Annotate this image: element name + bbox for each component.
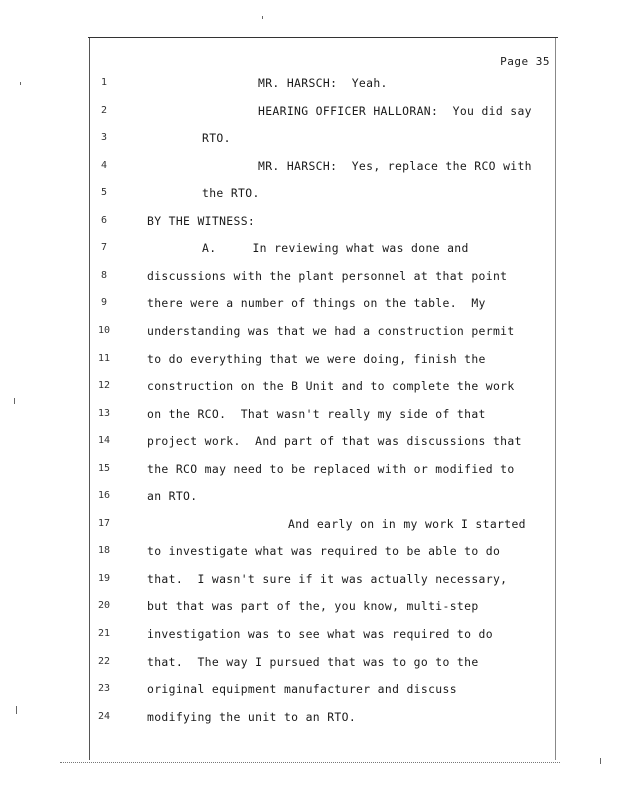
- line-number: 13: [97, 408, 111, 419]
- line-number: 3: [100, 132, 108, 143]
- transcript-line: to investigate what was required to be able to do: [147, 544, 501, 558]
- scan-speck: [14, 398, 15, 404]
- line-number: 24: [97, 711, 111, 722]
- scan-speck: [600, 758, 601, 764]
- left-margin-rule: [89, 38, 90, 760]
- line-number: 12: [97, 380, 111, 391]
- line-number: 16: [97, 490, 111, 501]
- transcript-line: project work. And part of that was discussions that: [147, 434, 522, 448]
- line-number: 23: [97, 683, 111, 694]
- transcript-line: RTO.: [202, 131, 231, 145]
- transcript-line: discussions with the plant personnel at that point: [147, 269, 508, 283]
- line-number: 2: [100, 105, 108, 116]
- scan-speck: [20, 82, 21, 85]
- transcript-line: construction on the B Unit and to complete the work: [147, 379, 515, 393]
- transcript-line: BY THE WITNESS:: [147, 214, 256, 228]
- transcript-line: to do everything that we were doing, finish the: [147, 352, 486, 366]
- transcript-line: investigation was to see what was required to do: [147, 627, 493, 641]
- transcript-line: A. In reviewing what was done and: [202, 241, 469, 255]
- line-number: 4: [100, 160, 108, 171]
- bottom-rule: [60, 762, 560, 763]
- transcript-line: MR. HARSCH: Yeah.: [258, 76, 388, 90]
- line-number: 21: [97, 628, 111, 639]
- transcript-line: And early on in my work I started: [288, 517, 526, 531]
- transcript-line: on the RCO. That wasn't really my side of that: [147, 407, 486, 421]
- transcript-line: there were a number of things on the table. My: [147, 296, 486, 310]
- transcript-line: the RTO.: [202, 186, 260, 200]
- transcript-line: MR. HARSCH: Yes, replace the RCO with: [258, 159, 532, 173]
- line-number: 14: [97, 435, 111, 446]
- line-number: 9: [100, 297, 108, 308]
- transcript-line: that. I wasn't sure if it was actually necessary,: [147, 572, 508, 586]
- line-number: 7: [100, 242, 108, 253]
- line-number: 20: [97, 600, 111, 611]
- right-margin-rule: [555, 38, 556, 760]
- line-number: 19: [97, 573, 111, 584]
- line-number: 22: [97, 656, 111, 667]
- transcript-line: that. The way I pursued that was to go to the: [147, 655, 479, 669]
- line-number: 8: [100, 270, 108, 281]
- transcript-line: HEARING OFFICER HALLORAN: You did say: [258, 104, 532, 118]
- line-number: 18: [97, 545, 111, 556]
- transcript-line: understanding was that we had a construction permit: [147, 324, 515, 338]
- top-rule: [88, 37, 558, 38]
- transcript-line: modifying the unit to an RTO.: [147, 710, 357, 724]
- page-number: Page 35: [500, 55, 550, 68]
- transcript-line: the RCO may need to be replaced with or modified to: [147, 462, 515, 476]
- line-number: 1: [100, 77, 108, 88]
- transcript-line: an RTO.: [147, 489, 198, 503]
- scan-speck: [262, 16, 263, 19]
- line-number: 11: [97, 353, 111, 364]
- line-number: 10: [97, 325, 111, 336]
- line-number: 17: [97, 518, 111, 529]
- line-number: 5: [100, 187, 108, 198]
- line-number: 6: [100, 215, 108, 226]
- line-number: 15: [97, 463, 111, 474]
- transcript-line: original equipment manufacturer and discuss: [147, 682, 457, 696]
- scan-speck: [16, 706, 17, 714]
- transcript-line: but that was part of the, you know, multi-step: [147, 599, 479, 613]
